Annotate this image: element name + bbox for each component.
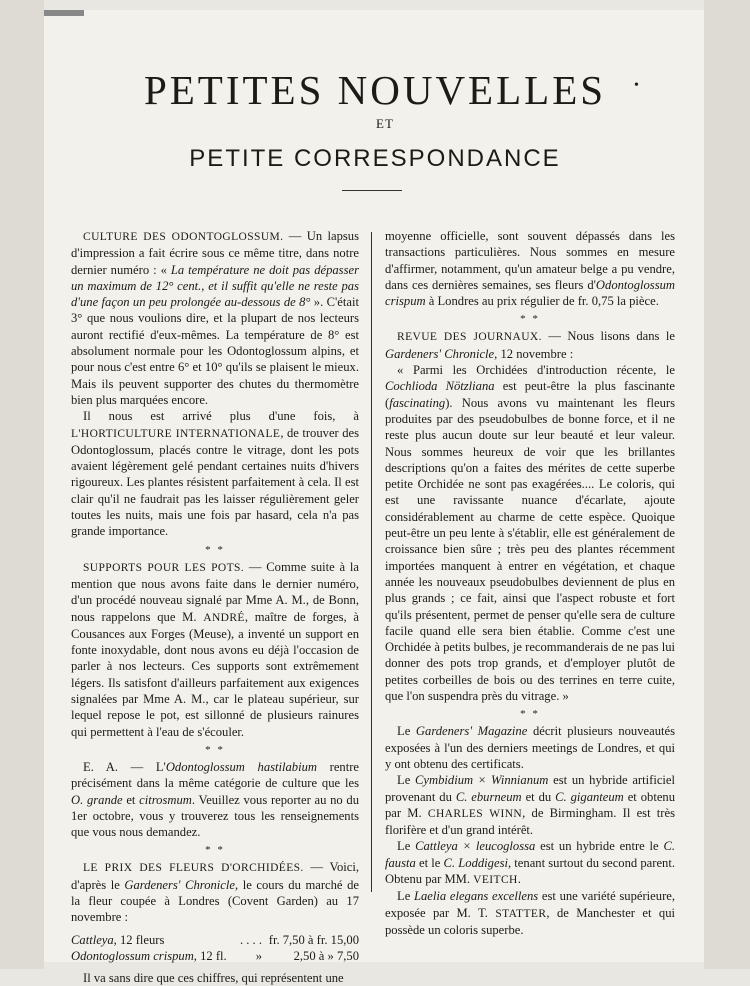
section-separator: * * <box>205 844 225 857</box>
text-run: et obtenu par M. <box>385 789 675 820</box>
text-run: Le <box>397 724 416 739</box>
text-run: , tenant surtout du second parent. Obtenu par MM. <box>385 855 675 886</box>
paragraph-culture <box>71 228 359 408</box>
section-head: REVUE DES JOURNAUX. <box>397 331 542 344</box>
text-run: , 12 novembre : <box>494 346 574 361</box>
italic-run: C. fausta <box>385 839 675 870</box>
paragraph-laelia <box>385 888 675 938</box>
text-run: est peut-être la plus fascinante ( <box>385 379 676 410</box>
text-run: ». C'était 3° que nous voulions dire, et la plupart de nos lecteurs auront rectifié d'eux-mêmes. La température de 8° est absolument normale pour les Odontoglossum alpins, et pour nous c'est entre 6° et 10° qu'ils se plaisent le mieux. Mais ils peuvent supporter des chutes du thermomètre bien plus marquées encore. <box>71 295 359 407</box>
section-separator: * * <box>205 743 225 756</box>
text-run: , maître de forges, à Cousances aux Forges (Meuse), a inventé un support en fonte inoxydable, dont nous avons eu déjà l'occasion de parler à nos lecteurs. Ces supports sont extrêmement légers. Ils satisfont d'ailleurs parfaitement aux exigences signalées par Mme A. M., car le plateau supérieur, sur lequel repose le pot, est sillonné de plusieurs rainures qui permettent à l'eau de s'écouler. <box>71 609 359 739</box>
text-run: est un hybride artificiel provenant du <box>385 773 675 804</box>
italic-run: citrosmum <box>139 792 192 807</box>
text-run: décrit plusieurs nouveautés exposées à l'un des derniers meetings de Londres, et qui y ont obtenu des certificats. <box>385 724 675 771</box>
italic-run: Gardeners' Magazine <box>415 724 528 739</box>
table-row <box>71 948 359 964</box>
price-name: Odontoglossum crispum, 12 fl. <box>71 948 227 963</box>
smallcaps-run: STATTER <box>495 907 547 920</box>
italic-run: Laelia elegans excellens <box>413 889 539 904</box>
table-row <box>71 932 359 948</box>
text-run: , de Manchester et qui possède un coloris superbe. <box>385 905 675 937</box>
text-run: ). Nous avons vu maintenant les fleurs produites par des pseudobulbes de bonne force, et il ne reste plus aucun doute sur leur beauté et leur valeur. Nous sommes heureux de voir que les brillantes descriptions qu'on a faites des mérites de cette superbe petite Orchidée ne sont pas exagérées.... Le coloris, qui est une ravissante nuance d'écarlate, ajoute considérablement au charme de cette espèce. Quoique peut-être un peu lente à s'établir, elle est généralement de croissance bien sûre ; très peu des plantes récemment importées manquent à entrer en végétation, et chaque année les nouveaux pseudobulbes deviennent de plus en plus grands ; ce fait, ainsi que l'aspect robuste et fort qu'ils présentent, permet de penser qu'elle sera de culture facile quand elle sera bien établie. Comme c'est une Orchidée à petits bulbes, je recommanderais de ne pas lui donner des pots trop grands, et d'employer plutôt de petites corbeilles de bois ou des terrines en terre cuite, que l'on suspendra près du vitrage. » <box>385 395 675 704</box>
paragraph-supports <box>71 559 359 740</box>
text-run: rentre précisément dans la même catégorie de culture que les <box>71 759 359 791</box>
text-run: , de trouver des Odontoglossum, placés contre le vitrage, dont les pots avaient légèrement gelé pendant certaines nuits d'hivers rigoureux. Les plantes résistent parfaitement à cela. Il est clair qu'il ne faudrait pas les laisser régulièrement geler toutes les nuits, mais une fois par hasard, cela n'a pas grande importance. <box>71 425 359 539</box>
column-divider <box>371 232 372 892</box>
italic-run: Gardeners' Chronicle <box>385 346 495 361</box>
section-head: LE PRIX DES FLEURS D'ORCHIDÉES. <box>83 862 304 875</box>
italic-run: Cattleya × leucoglossa <box>415 839 536 854</box>
text-run: E. A. — L' <box>83 759 166 774</box>
italic-run: Odontoglossum hastilabium <box>165 759 317 774</box>
page-subtitle: PETITE CORRESPONDANCE <box>189 145 561 172</box>
italic-run: Odontoglossum crispum <box>385 277 675 309</box>
italic-run: C. eburneum <box>455 789 522 804</box>
text-run: et <box>122 792 140 807</box>
italic-run: C. Loddigesi <box>443 855 508 870</box>
italic-run: La température ne doit pas dépasser un maximum de 12° cent., et il suffit qu'elle ne reste pas d'une façon un peu prolongée au-dessous de 8° <box>71 262 359 310</box>
text-run: . Veuillez vous reporter au no du 1er octobre, vous y trouverez tous les renseignements que vous nous demandez. <box>71 792 360 840</box>
text-run: , le cours du marché de la fleur coupée à Londres (Covent Garden) au 17 novembre : <box>71 877 359 925</box>
paragraph-horticulture <box>71 408 359 539</box>
section-separator: * * <box>520 313 540 326</box>
text-run: Il nous est arrivé plus d'une fois, à <box>83 409 359 424</box>
smallcaps-run: ANDRÉ <box>203 611 245 624</box>
text-run: — Nous lisons dans le <box>541 329 675 344</box>
scan-corner-mark <box>44 10 84 16</box>
text-run: , de Birmingham. Il est très florifère et d'un grand intérêt. <box>385 805 675 838</box>
paragraph-ea <box>71 759 359 840</box>
page-title: PETITES NOUVELLES <box>143 67 607 113</box>
text-run: « Parmi les Orchidées d'introduction récente, le <box>397 363 675 378</box>
price-name: Cattleya, 12 fleurs <box>71 932 165 947</box>
text-run: — Comme suite à la mention que nous avons faite dans le dernier numéro, d'un procédé nouveau signalé par Mme A. M., de Bonn, nous rappelons que M. <box>71 559 360 624</box>
title-connector: ET <box>376 116 394 131</box>
paragraph-moyenne <box>385 228 675 309</box>
text-run: et du <box>521 789 556 804</box>
italic-run: Cymbidium × Winnianum <box>415 773 549 788</box>
price-table <box>71 932 359 964</box>
text-run: moyenne officielle, sont souvent dépassés dans les transactions particulières. Nous sommes en mesure d'affirmer, notamment, qu'un amateur belge a pu vendre, dans ces dernières semaines, ses fleurs d' <box>385 229 675 292</box>
smallcaps-run: L'HORTICULTURE INTERNATIONALE <box>71 427 281 440</box>
text-run: à Londres au prix régulier de fr. 0,75 la pièce. <box>425 294 659 309</box>
price-value: 2,50 à » 7,50 <box>293 948 359 963</box>
quoted-article <box>385 362 675 704</box>
italic-run: Cochlioda Nötzliana <box>385 379 495 394</box>
paragraph-cymbidium <box>385 772 675 838</box>
text-run: Le <box>397 839 416 854</box>
text-run: . <box>517 871 521 886</box>
price-dots: » <box>255 948 262 963</box>
italic-run: fascinating <box>389 395 446 410</box>
right-column <box>385 228 675 938</box>
smallcaps-run: CHARLES WINN <box>427 807 523 820</box>
text-run: — Un lapsus d'impression a fait écrire sous ce même titre, dans notre dernier numéro : « <box>71 229 359 277</box>
paragraph-chiffres: Il va sans dire que ces chiffres, qui représentent une <box>83 970 344 985</box>
title-rule <box>342 190 402 191</box>
text-run: et le <box>415 855 444 870</box>
italic-run: C. giganteum <box>555 789 624 804</box>
italic-run: Gardeners' Chronicle <box>124 877 235 892</box>
section-head: SUPPORTS POUR LES POTS. <box>83 561 245 574</box>
paragraph-revue <box>385 328 675 362</box>
text-run: est un hybride entre le <box>535 839 664 854</box>
text-run: Le <box>397 889 414 904</box>
section-separator: * * <box>520 708 540 721</box>
paragraph-magazine <box>385 723 675 772</box>
text-run: est une variété supérieure, exposée par M. T. <box>385 889 675 920</box>
price-value: fr. 7,50 à fr. 15,00 <box>268 932 359 947</box>
text-run: — Voici, d'après le <box>71 860 359 892</box>
paragraph-prix <box>71 859 359 925</box>
paragraph-cattleya <box>385 838 675 888</box>
left-column <box>71 228 359 986</box>
section-head: CULTURE DES ODONTOGLOSSUM. <box>83 231 284 243</box>
text-run: Le <box>397 773 416 788</box>
italic-run: O. grande <box>71 792 123 807</box>
price-dots: . . . . <box>239 932 262 947</box>
smallcaps-run: VEITCH <box>473 873 518 886</box>
section-separator: * * <box>205 543 225 556</box>
stray-mark: • <box>634 78 639 93</box>
